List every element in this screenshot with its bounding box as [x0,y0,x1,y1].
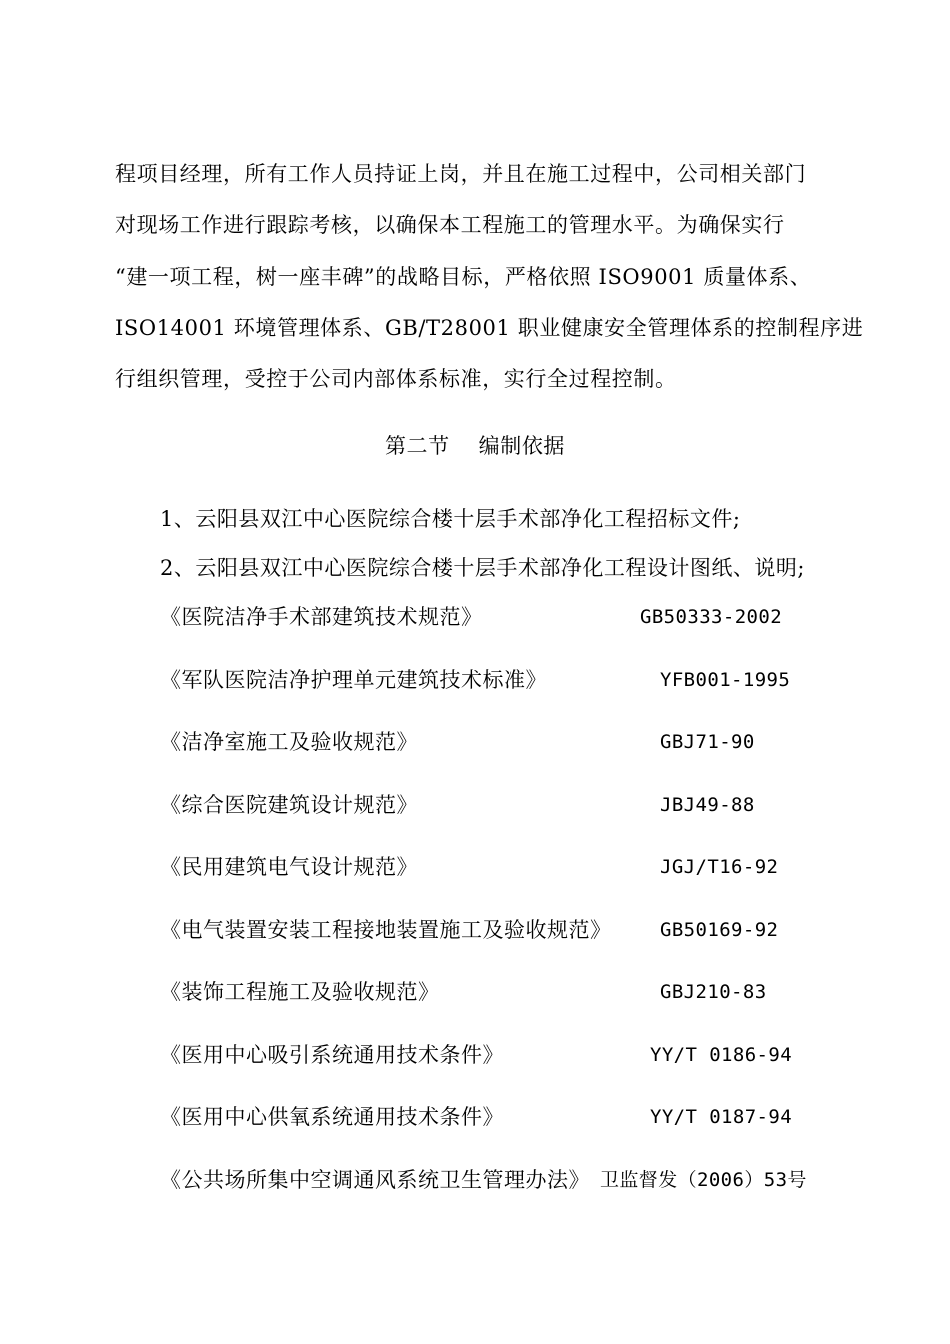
standard-row [160,791,850,819]
standard-title: 《洁净室施工及验收规范》 [160,730,418,754]
paragraph-line: ISO14001 环境管理体系、GB/T28001 职业健康安全管理体系的控制程序进 [115,316,864,340]
standard-code: GB50333-2002 [640,606,783,628]
standard-title: 《装饰工程施工及验收规范》 [160,980,440,1004]
standard-row [160,1041,850,1069]
standard-row [160,1103,850,1131]
paragraph-line: 对现场工作进行跟踪考核，以确保本工程施工的管理水平。为确保实行 [115,213,785,237]
standard-row [160,728,850,756]
standard-row [160,1166,850,1194]
standard-code: YY/T 0187-94 [650,1106,793,1128]
paragraph-line: 程项目经理，所有工作人员持证上岗，并且在施工过程中，公司相关部门 [115,162,807,186]
standard-code: GBJ71-90 [660,731,755,753]
standard-code: JBJ49-88 [660,794,755,816]
standard-code: YY/T 0186-94 [650,1044,793,1066]
standard-row [160,603,850,631]
standard-code: 卫监督发（2006）53号 [600,1169,807,1191]
paragraph-line: 行组织管理，受控于公司内部体系标准，实行全过程控制。 [115,367,677,391]
section-heading: 第二节 编制依据 [384,434,566,458]
standard-title: 《医院洁净手术部建筑技术规范》 [160,605,483,629]
standard-row [160,978,850,1006]
standard-title: 《公共场所集中空调通风系统卫生管理办法》 [160,1168,590,1192]
standard-code: GB50169-92 [660,919,779,941]
basis-item: 1、云阳县双江中心医院综合楼十层手术部净化工程招标文件; [160,507,741,531]
standard-code: GBJ210-83 [660,981,767,1003]
standard-title: 《医用中心吸引系统通用技术条件》 [160,1043,504,1067]
standard-row [160,666,850,694]
standard-title: 《综合医院建筑设计规范》 [160,793,418,817]
standard-title: 《医用中心供氧系统通用技术条件》 [160,1105,504,1129]
standard-title: 《军队医院洁净护理单元建筑技术标准》 [160,668,547,692]
standard-code: YFB001-1995 [660,669,791,691]
paragraph-line: “建一项工程，树一座丰碑”的战略目标，严格依照 ISO9001 质量体系、 [115,265,812,289]
standard-row [160,853,850,881]
standard-row [160,916,850,944]
standard-title: 《民用建筑电气设计规范》 [160,855,418,879]
basis-item: 2、云阳县双江中心医院综合楼十层手术部净化工程设计图纸、说明; [160,556,805,580]
standard-code: JGJ/T16-92 [660,856,779,878]
standard-title: 《电气装置安装工程接地装置施工及验收规范》 [160,918,612,942]
